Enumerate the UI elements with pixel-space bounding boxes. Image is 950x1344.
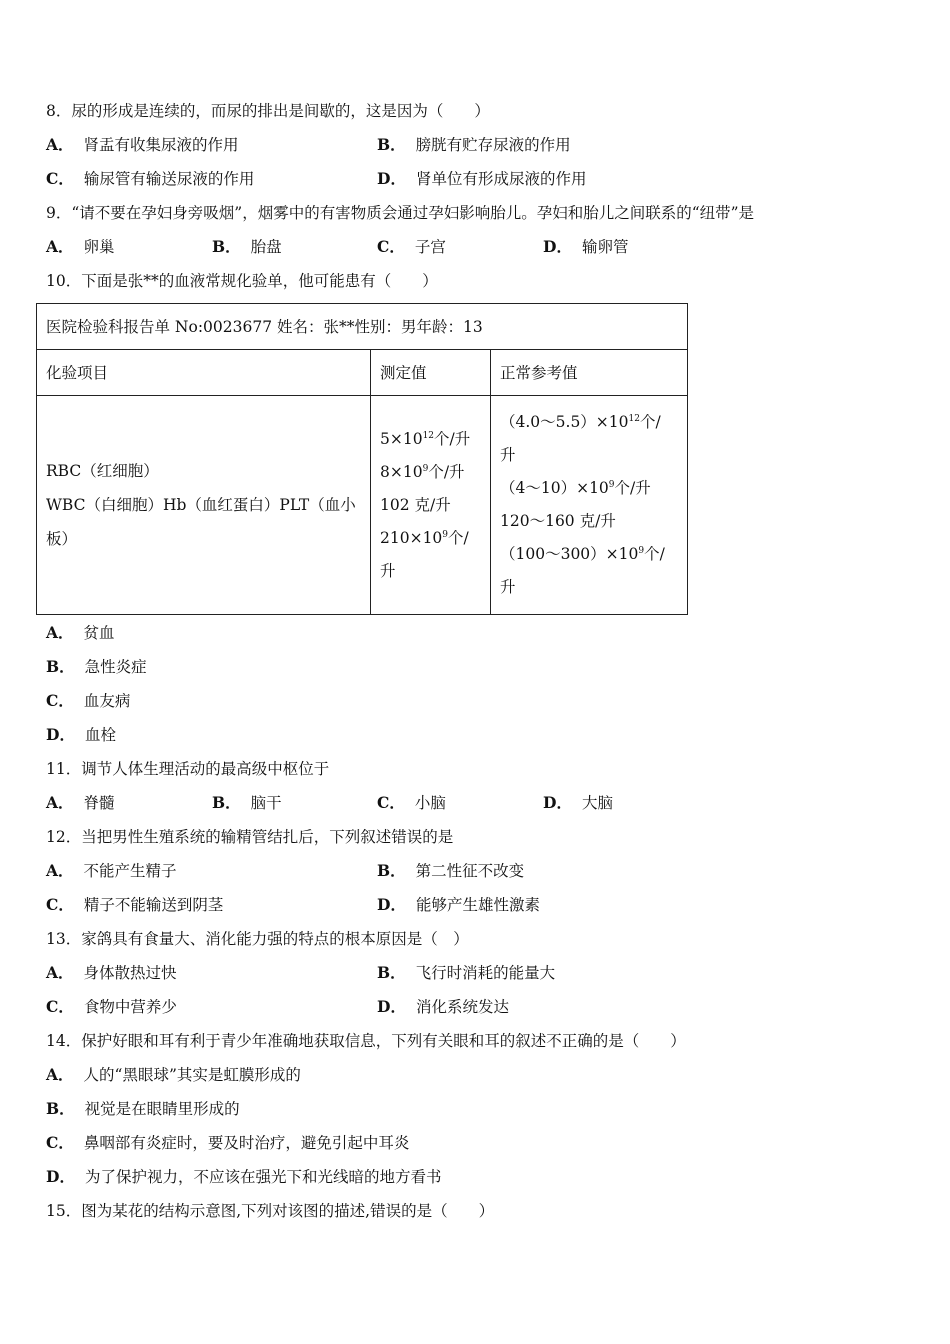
question-10-stem: 10．下面是张**的血液常规化验单，他可能患有（ ） [46,272,438,290]
option-text: 子宫 [414,238,446,256]
option-label: B． [377,963,406,982]
option-label: A． [46,623,74,642]
question-11-stem: 11．调节人体生理活动的最高级中枢位于 [46,760,330,778]
question-8-stem: 8．尿的形成是连续的，而尿的排出是间歇的，这是因为（ ） [46,102,490,120]
q9-option-d[interactable] [543,237,628,257]
option-label: A． [46,963,74,982]
q14-option-c[interactable] [46,1133,409,1153]
items-line: RBC（红细胞） [46,462,159,480]
option-label: B． [212,237,241,256]
option-label: C． [46,997,74,1016]
option-label: A． [46,861,74,880]
reference-hb: 120～160 克/升 [500,512,616,530]
option-text: 膀胱有贮存尿液的作用 [415,136,571,154]
option-label: A． [46,135,74,154]
option-label: A． [46,1065,74,1084]
option-text: 为了保护视力，不应该在强光下和光线暗的地方看书 [84,1168,442,1186]
q10-option-c[interactable] [46,691,130,711]
q12-option-d[interactable] [377,895,540,915]
option-label: C． [46,169,74,188]
option-text: 能够产生雄性激素 [415,896,540,914]
option-text: 消化系统发达 [415,998,509,1016]
option-label: B． [212,793,241,812]
option-text: 卵巢 [83,238,115,256]
option-text: 贫血 [83,624,115,642]
reference-rbc-unit: 升 [500,446,516,464]
option-text: 食物中营养少 [83,998,177,1016]
option-text: 不能产生精子 [83,862,177,880]
option-text: 肾盂有收集尿液的作用 [83,136,239,154]
q10-option-b[interactable] [46,657,147,677]
q12-option-b[interactable] [377,861,524,881]
measured-hb: 102 克/升 [380,495,451,514]
option-text: 胎盘 [250,238,282,256]
option-label: B． [377,861,406,880]
question-15-stem: 15．图为某花的结构示意图,下列对该图的描述,错误的是（ ） [46,1202,495,1220]
measured-plt: $210\times 10^9$个/ [380,528,469,547]
option-label: D． [377,895,406,914]
option-text: 输尿管有输送尿液的作用 [83,170,255,188]
option-label: B． [46,1099,75,1118]
test-items-cell [37,396,371,615]
q14-option-d[interactable] [46,1167,441,1187]
option-text: 小脑 [414,794,446,812]
option-text: 急性炎症 [84,658,147,676]
col-header-item: 化验项目 [37,350,371,396]
measured-wbc: $8\times 10^9$个/升 [380,462,465,481]
measured-values-cell [371,396,491,615]
option-text: 脊髓 [83,794,115,812]
q11-option-c[interactable] [377,793,446,813]
option-label: C． [46,691,74,710]
option-label: A． [46,793,74,812]
q14-option-a[interactable] [46,1065,301,1085]
option-text: 血友病 [83,692,131,710]
items-line: 板） [46,530,78,548]
q10-option-a[interactable] [46,623,115,643]
option-text: 视觉是在眼睛里形成的 [84,1100,240,1118]
option-label: C． [46,1133,74,1152]
measured-plt-unit: 升 [380,561,396,580]
option-text: 肾单位有形成尿液的作用 [415,170,587,188]
q9-option-c[interactable] [377,237,446,257]
q11-option-d[interactable] [543,793,613,813]
q8-option-d[interactable] [377,169,586,189]
question-9-stem: 9．“请不要在孕妇身旁吸烟”，烟雾中的有害物质会通过孕妇影响胎儿。孕妇和胎儿之间联系的“纽带”是 [46,204,755,222]
option-label: D． [46,1167,75,1186]
option-text: 飞行时消耗的能量大 [415,964,556,982]
q13-option-d[interactable] [377,997,509,1017]
q12-option-a[interactable] [46,861,177,881]
option-label: C． [46,895,74,914]
blood-test-report-table [36,303,688,615]
q13-option-c[interactable] [46,997,177,1017]
q14-option-b[interactable] [46,1099,240,1119]
option-text: 人的“黑眼球”其实是虹膜形成的 [83,1066,301,1084]
reference-rbc: $(4.0\sim 5.5)\times 10^{12}$个/ [500,413,661,431]
option-label: D． [46,725,75,744]
option-label: C． [377,793,405,812]
option-text: 鼻咽部有炎症时，要及时治疗，避免引起中耳炎 [83,1134,410,1152]
q11-option-b[interactable] [212,793,282,813]
option-text: 脑干 [250,794,282,812]
option-text: 输卵管 [581,238,629,256]
q13-option-a[interactable] [46,963,177,983]
items-line: WBC（白细胞）Hb（血红蛋白）PLT（血小 [46,496,356,514]
option-label: D． [543,237,572,256]
q13-option-b[interactable] [377,963,555,983]
measured-rbc: $5\times 10^{12}$个/升 [380,429,471,448]
q12-option-c[interactable] [46,895,223,915]
option-text: 精子不能输送到阴茎 [83,896,224,914]
reference-plt: $(100\sim 300)\times 10^9$个/ [500,545,665,563]
reference-plt-unit: 升 [500,578,516,596]
reference-values-cell [491,396,688,615]
q8-option-c[interactable] [46,169,254,189]
option-label: D． [543,793,572,812]
option-label: C． [377,237,405,256]
q8-option-b[interactable] [377,135,571,155]
option-text: 身体散热过快 [83,964,177,982]
reference-wbc: $(4\sim 10)\times 10^9$个/升 [500,479,651,497]
option-label: B． [377,135,406,154]
col-header-measured: 测定值 [371,350,491,396]
q10-option-d[interactable] [46,725,116,745]
question-14-stem: 14．保护好眼和耳有利于青少年准确地获取信息，下列有关眼和耳的叙述不正确的是（ ） [46,1032,686,1050]
option-label: D． [377,169,406,188]
q11-option-a[interactable] [46,793,115,813]
col-header-reference: 正常参考值 [491,350,688,396]
option-label: B． [46,657,75,676]
option-text: 第二性征不改变 [415,862,525,880]
question-13-stem: 13．家鸽具有食量大、消化能力强的特点的根本原因是（ ） [46,930,469,948]
question-12-stem: 12．当把男性生殖系统的输精管结扎后，下列叙述错误的是 [46,828,454,846]
q9-option-a[interactable] [46,237,115,257]
option-text: 血栓 [84,726,116,744]
option-label: A． [46,237,74,256]
option-text: 大脑 [581,794,613,812]
option-label: D． [377,997,406,1016]
q8-option-a[interactable] [46,135,239,155]
q9-option-b[interactable] [212,237,282,257]
report-header: 医院检验科报告单 No:0023677 姓名：张**性别：男年龄：13 [37,304,688,350]
